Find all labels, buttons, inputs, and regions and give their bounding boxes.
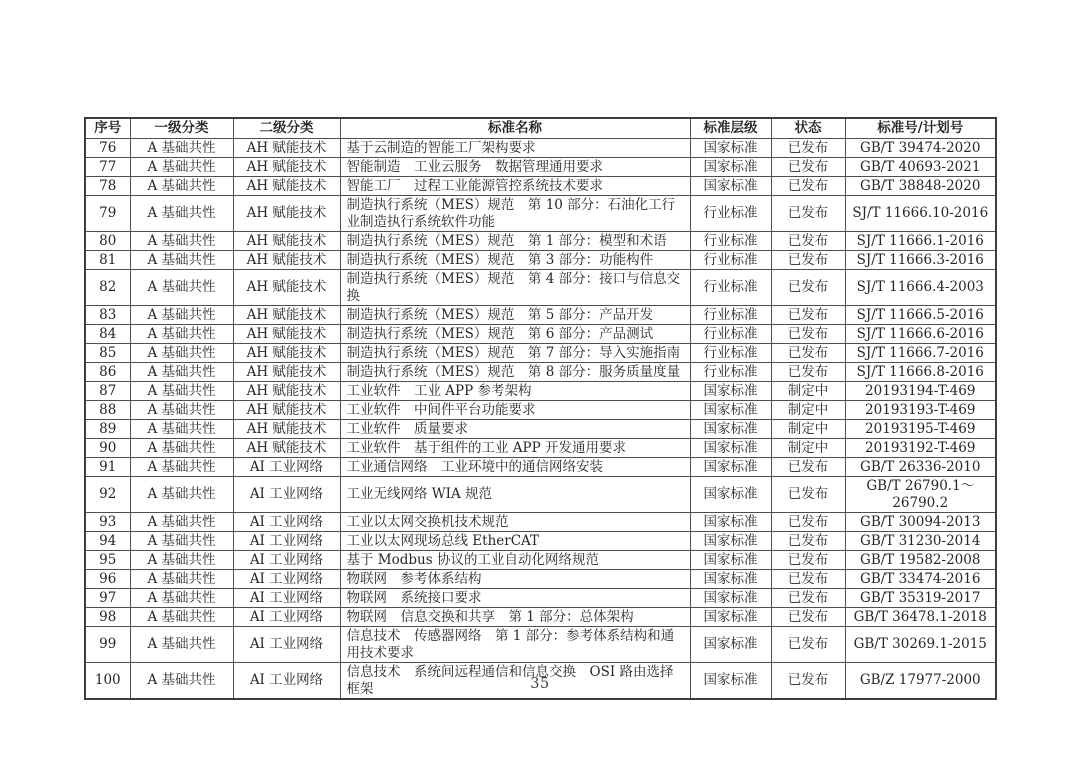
cell-standard-level: 国家标准 — [690, 401, 771, 420]
cell-standard-level: 国家标准 — [690, 177, 771, 196]
cell-category-level2: AI 工业网络 — [233, 627, 340, 663]
cell-standard-name: 智能工厂 过程工业能源管控系统技术要求 — [340, 177, 690, 196]
cell-category-level2: AI 工业网络 — [233, 570, 340, 589]
standards-table — [84, 117, 997, 700]
cell-category-level2: AH 赋能技术 — [233, 401, 340, 420]
cell-category-level1: A 基础共性 — [130, 251, 233, 270]
table-row — [85, 270, 996, 306]
cell-standard-code: GB/T 40693-2021 — [845, 158, 996, 177]
cell-standard-code: 20193195-T-469 — [845, 420, 996, 439]
cell-status: 已发布 — [771, 608, 845, 627]
cell-standard-code: GB/T 39474-2020 — [845, 139, 996, 158]
cell-standard-code: GB/T 36478.1-2018 — [845, 608, 996, 627]
cell-standard-code: SJ/T 11666.6-2016 — [845, 325, 996, 344]
cell-category-level1: A 基础共性 — [130, 439, 233, 458]
cell-standard-name: 工业通信网络 工业环境中的通信网络安装 — [340, 458, 690, 477]
table-row — [85, 420, 996, 439]
cell-status: 已发布 — [771, 627, 845, 663]
cell-index: 77 — [85, 158, 130, 177]
cell-category-level1: A 基础共性 — [130, 270, 233, 306]
cell-standard-level: 国家标准 — [690, 477, 771, 513]
cell-standard-code: SJ/T 11666.4-2003 — [845, 270, 996, 306]
cell-standard-name: 工业无线网络 WIA 规范 — [340, 477, 690, 513]
cell-standard-name: 基于云制造的智能工厂架构要求 — [340, 139, 690, 158]
cell-standard-level: 国家标准 — [690, 589, 771, 608]
cell-category-level1: A 基础共性 — [130, 325, 233, 344]
cell-standard-level: 国家标准 — [690, 158, 771, 177]
cell-standard-name: 物联网 信息交换和共享 第 1 部分：总体架构 — [340, 608, 690, 627]
table-row — [85, 589, 996, 608]
cell-standard-code: GB/T 19582-2008 — [845, 551, 996, 570]
table-row — [85, 363, 996, 382]
cell-standard-level: 国家标准 — [690, 139, 771, 158]
cell-index: 97 — [85, 589, 130, 608]
table-row — [85, 513, 996, 532]
cell-category-level2: AI 工业网络 — [233, 608, 340, 627]
cell-standard-name: 制造执行系统（MES）规范 第 7 部分：导入实施指南 — [340, 344, 690, 363]
cell-standard-code: GB/T 33474-2016 — [845, 570, 996, 589]
cell-index: 80 — [85, 232, 130, 251]
cell-category-level1: A 基础共性 — [130, 608, 233, 627]
cell-category-level1: A 基础共性 — [130, 306, 233, 325]
cell-status: 已发布 — [771, 232, 845, 251]
table-row — [85, 477, 996, 513]
cell-standard-level: 行业标准 — [690, 232, 771, 251]
col-header-standard-level: 标准层级 — [690, 118, 771, 139]
cell-category-level2: AI 工业网络 — [233, 532, 340, 551]
cell-status: 已发布 — [771, 177, 845, 196]
cell-category-level1: A 基础共性 — [130, 401, 233, 420]
cell-category-level1: A 基础共性 — [130, 570, 233, 589]
col-header-standard-name: 标准名称 — [340, 118, 690, 139]
cell-category-level1: A 基础共性 — [130, 158, 233, 177]
cell-status: 制定中 — [771, 420, 845, 439]
table-row — [85, 158, 996, 177]
table-row — [85, 532, 996, 551]
cell-standard-code: GB/T 31230-2014 — [845, 532, 996, 551]
cell-standard-level: 行业标准 — [690, 325, 771, 344]
cell-status: 已发布 — [771, 663, 845, 700]
cell-index: 90 — [85, 439, 130, 458]
cell-standard-level: 国家标准 — [690, 382, 771, 401]
cell-index: 100 — [85, 663, 130, 700]
col-header-category2: 二级分类 — [233, 118, 340, 139]
cell-standard-level: 国家标准 — [690, 420, 771, 439]
cell-standard-code: 20193192-T-469 — [845, 439, 996, 458]
cell-standard-name: 制造执行系统（MES）规范 第 4 部分：接口与信息交换 — [340, 270, 690, 306]
cell-standard-level: 国家标准 — [690, 608, 771, 627]
table-row — [85, 196, 996, 232]
cell-category-level1: A 基础共性 — [130, 177, 233, 196]
cell-standard-level: 行业标准 — [690, 306, 771, 325]
cell-status: 已发布 — [771, 325, 845, 344]
cell-category-level2: AH 赋能技术 — [233, 139, 340, 158]
cell-category-level1: A 基础共性 — [130, 344, 233, 363]
col-header-standard-code: 标准号/计划号 — [845, 118, 996, 139]
cell-standard-name: 物联网 系统接口要求 — [340, 589, 690, 608]
cell-index: 78 — [85, 177, 130, 196]
cell-standard-name: 制造执行系统（MES）规范 第 10 部分：石油化工行业制造执行系统软件功能 — [340, 196, 690, 232]
cell-index: 91 — [85, 458, 130, 477]
cell-standard-code: 20193194-T-469 — [845, 382, 996, 401]
page-number: 35 — [530, 676, 550, 692]
cell-index: 95 — [85, 551, 130, 570]
cell-index: 86 — [85, 363, 130, 382]
cell-standard-code: SJ/T 11666.5-2016 — [845, 306, 996, 325]
table-row — [85, 139, 996, 158]
cell-category-level2: AH 赋能技术 — [233, 325, 340, 344]
cell-index: 82 — [85, 270, 130, 306]
cell-status: 已发布 — [771, 513, 845, 532]
cell-category-level2: AH 赋能技术 — [233, 158, 340, 177]
table-row — [85, 627, 996, 663]
cell-status: 已发布 — [771, 158, 845, 177]
cell-status: 已发布 — [771, 551, 845, 570]
col-header-category1: 一级分类 — [130, 118, 233, 139]
cell-category-level1: A 基础共性 — [130, 139, 233, 158]
cell-standard-code: GB/T 26790.1～26790.2 — [845, 477, 996, 513]
cell-index: 85 — [85, 344, 130, 363]
cell-standard-name: 工业以太网现场总线 EtherCAT — [340, 532, 690, 551]
cell-category-level1: A 基础共性 — [130, 477, 233, 513]
cell-standard-level: 行业标准 — [690, 363, 771, 382]
cell-category-level2: AI 工业网络 — [233, 551, 340, 570]
cell-category-level2: AI 工业网络 — [233, 458, 340, 477]
cell-index: 94 — [85, 532, 130, 551]
cell-status: 已发布 — [771, 270, 845, 306]
cell-status: 已发布 — [771, 532, 845, 551]
table-row — [85, 325, 996, 344]
cell-category-level2: AH 赋能技术 — [233, 270, 340, 306]
table-row — [85, 439, 996, 458]
cell-standard-name: 制造执行系统（MES）规范 第 1 部分：模型和术语 — [340, 232, 690, 251]
table-row — [85, 401, 996, 420]
cell-status: 已发布 — [771, 458, 845, 477]
col-header-status: 状态 — [771, 118, 845, 139]
cell-standard-level: 行业标准 — [690, 196, 771, 232]
cell-standard-code: GB/Z 17977-2000 — [845, 663, 996, 700]
cell-standard-level: 国家标准 — [690, 513, 771, 532]
cell-index: 98 — [85, 608, 130, 627]
cell-standard-level: 国家标准 — [690, 532, 771, 551]
cell-standard-name: 信息技术 系统间远程通信和信息交换 OSI 路由选择框架 — [340, 663, 690, 700]
cell-status: 已发布 — [771, 139, 845, 158]
table-row — [85, 306, 996, 325]
cell-category-level1: A 基础共性 — [130, 232, 233, 251]
cell-status: 制定中 — [771, 401, 845, 420]
table-row — [85, 177, 996, 196]
cell-category-level2: AH 赋能技术 — [233, 344, 340, 363]
cell-category-level2: AH 赋能技术 — [233, 439, 340, 458]
cell-standard-level: 国家标准 — [690, 439, 771, 458]
cell-status: 已发布 — [771, 196, 845, 232]
cell-status: 已发布 — [771, 589, 845, 608]
cell-standard-name: 制造执行系统（MES）规范 第 3 部分：功能构件 — [340, 251, 690, 270]
cell-standard-name: 工业软件 中间件平台功能要求 — [340, 401, 690, 420]
cell-standard-name: 工业软件 基于组件的工业 APP 开发通用要求 — [340, 439, 690, 458]
cell-standard-name: 工业以太网交换机技术规范 — [340, 513, 690, 532]
cell-category-level2: AH 赋能技术 — [233, 420, 340, 439]
cell-standard-name: 物联网 参考体系结构 — [340, 570, 690, 589]
cell-index: 81 — [85, 251, 130, 270]
table-header-row — [85, 118, 996, 139]
cell-category-level1: A 基础共性 — [130, 589, 233, 608]
cell-standard-code: SJ/T 11666.7-2016 — [845, 344, 996, 363]
cell-status: 已发布 — [771, 570, 845, 589]
cell-category-level2: AH 赋能技术 — [233, 232, 340, 251]
table-row — [85, 458, 996, 477]
table-row — [85, 551, 996, 570]
cell-standard-code: GB/T 30094-2013 — [845, 513, 996, 532]
cell-standard-code: GB/T 35319-2017 — [845, 589, 996, 608]
cell-standard-name: 基于 Modbus 协议的工业自动化网络规范 — [340, 551, 690, 570]
cell-index: 76 — [85, 139, 130, 158]
cell-status: 已发布 — [771, 363, 845, 382]
cell-category-level1: A 基础共性 — [130, 363, 233, 382]
cell-category-level2: AH 赋能技术 — [233, 196, 340, 232]
cell-index: 92 — [85, 477, 130, 513]
cell-standard-level: 国家标准 — [690, 570, 771, 589]
cell-status: 已发布 — [771, 306, 845, 325]
cell-status: 已发布 — [771, 477, 845, 513]
cell-category-level1: A 基础共性 — [130, 420, 233, 439]
cell-index: 83 — [85, 306, 130, 325]
table-row — [85, 232, 996, 251]
table-row — [85, 251, 996, 270]
cell-index: 93 — [85, 513, 130, 532]
cell-category-level2: AI 工业网络 — [233, 477, 340, 513]
cell-category-level1: A 基础共性 — [130, 551, 233, 570]
table-row — [85, 344, 996, 363]
cell-category-level2: AH 赋能技术 — [233, 251, 340, 270]
cell-standard-name: 信息技术 传感器网络 第 1 部分：参考体系结构和通用技术要求 — [340, 627, 690, 663]
table-body — [85, 139, 996, 700]
cell-index: 89 — [85, 420, 130, 439]
cell-category-level2: AH 赋能技术 — [233, 382, 340, 401]
cell-status: 制定中 — [771, 382, 845, 401]
cell-category-level2: AH 赋能技术 — [233, 306, 340, 325]
cell-index: 99 — [85, 627, 130, 663]
cell-category-level1: A 基础共性 — [130, 513, 233, 532]
cell-standard-level: 国家标准 — [690, 551, 771, 570]
cell-standard-level: 国家标准 — [690, 663, 771, 700]
cell-standard-code: GB/T 38848-2020 — [845, 177, 996, 196]
table-row — [85, 382, 996, 401]
cell-standard-code: SJ/T 11666.10-2016 — [845, 196, 996, 232]
cell-standard-name: 工业软件 质量要求 — [340, 420, 690, 439]
cell-standard-name: 制造执行系统（MES）规范 第 5 部分：产品开发 — [340, 306, 690, 325]
cell-standard-code: SJ/T 11666.1-2016 — [845, 232, 996, 251]
cell-category-level1: A 基础共性 — [130, 663, 233, 700]
cell-standard-level: 行业标准 — [690, 344, 771, 363]
cell-standard-name: 工业软件 工业 APP 参考架构 — [340, 382, 690, 401]
cell-category-level1: A 基础共性 — [130, 458, 233, 477]
col-header-index: 序号 — [85, 118, 130, 139]
cell-standard-level: 行业标准 — [690, 270, 771, 306]
cell-index: 96 — [85, 570, 130, 589]
cell-category-level2: AI 工业网络 — [233, 513, 340, 532]
cell-category-level2: AI 工业网络 — [233, 663, 340, 700]
cell-category-level1: A 基础共性 — [130, 196, 233, 232]
cell-index: 87 — [85, 382, 130, 401]
cell-standard-name: 智能制造 工业云服务 数据管理通用要求 — [340, 158, 690, 177]
cell-standard-level: 国家标准 — [690, 458, 771, 477]
table-row — [85, 608, 996, 627]
cell-status: 已发布 — [771, 251, 845, 270]
cell-standard-code: GB/T 30269.1-2015 — [845, 627, 996, 663]
cell-standard-code: SJ/T 11666.3-2016 — [845, 251, 996, 270]
cell-index: 88 — [85, 401, 130, 420]
cell-category-level1: A 基础共性 — [130, 627, 233, 663]
cell-standard-level: 行业标准 — [690, 251, 771, 270]
table-row — [85, 570, 996, 589]
cell-standard-code: SJ/T 11666.8-2016 — [845, 363, 996, 382]
cell-category-level2: AI 工业网络 — [233, 589, 340, 608]
cell-index: 79 — [85, 196, 130, 232]
cell-standard-name: 制造执行系统（MES）规范 第 6 部分：产品测试 — [340, 325, 690, 344]
cell-standard-level: 国家标准 — [690, 627, 771, 663]
cell-category-level1: A 基础共性 — [130, 382, 233, 401]
cell-status: 已发布 — [771, 344, 845, 363]
cell-standard-code: GB/T 26336-2010 — [845, 458, 996, 477]
cell-status: 制定中 — [771, 439, 845, 458]
cell-standard-code: 20193193-T-469 — [845, 401, 996, 420]
cell-category-level2: AH 赋能技术 — [233, 177, 340, 196]
cell-standard-name: 制造执行系统（MES）规范 第 8 部分：服务质量度量 — [340, 363, 690, 382]
cell-category-level2: AH 赋能技术 — [233, 363, 340, 382]
cell-index: 84 — [85, 325, 130, 344]
cell-category-level1: A 基础共性 — [130, 532, 233, 551]
